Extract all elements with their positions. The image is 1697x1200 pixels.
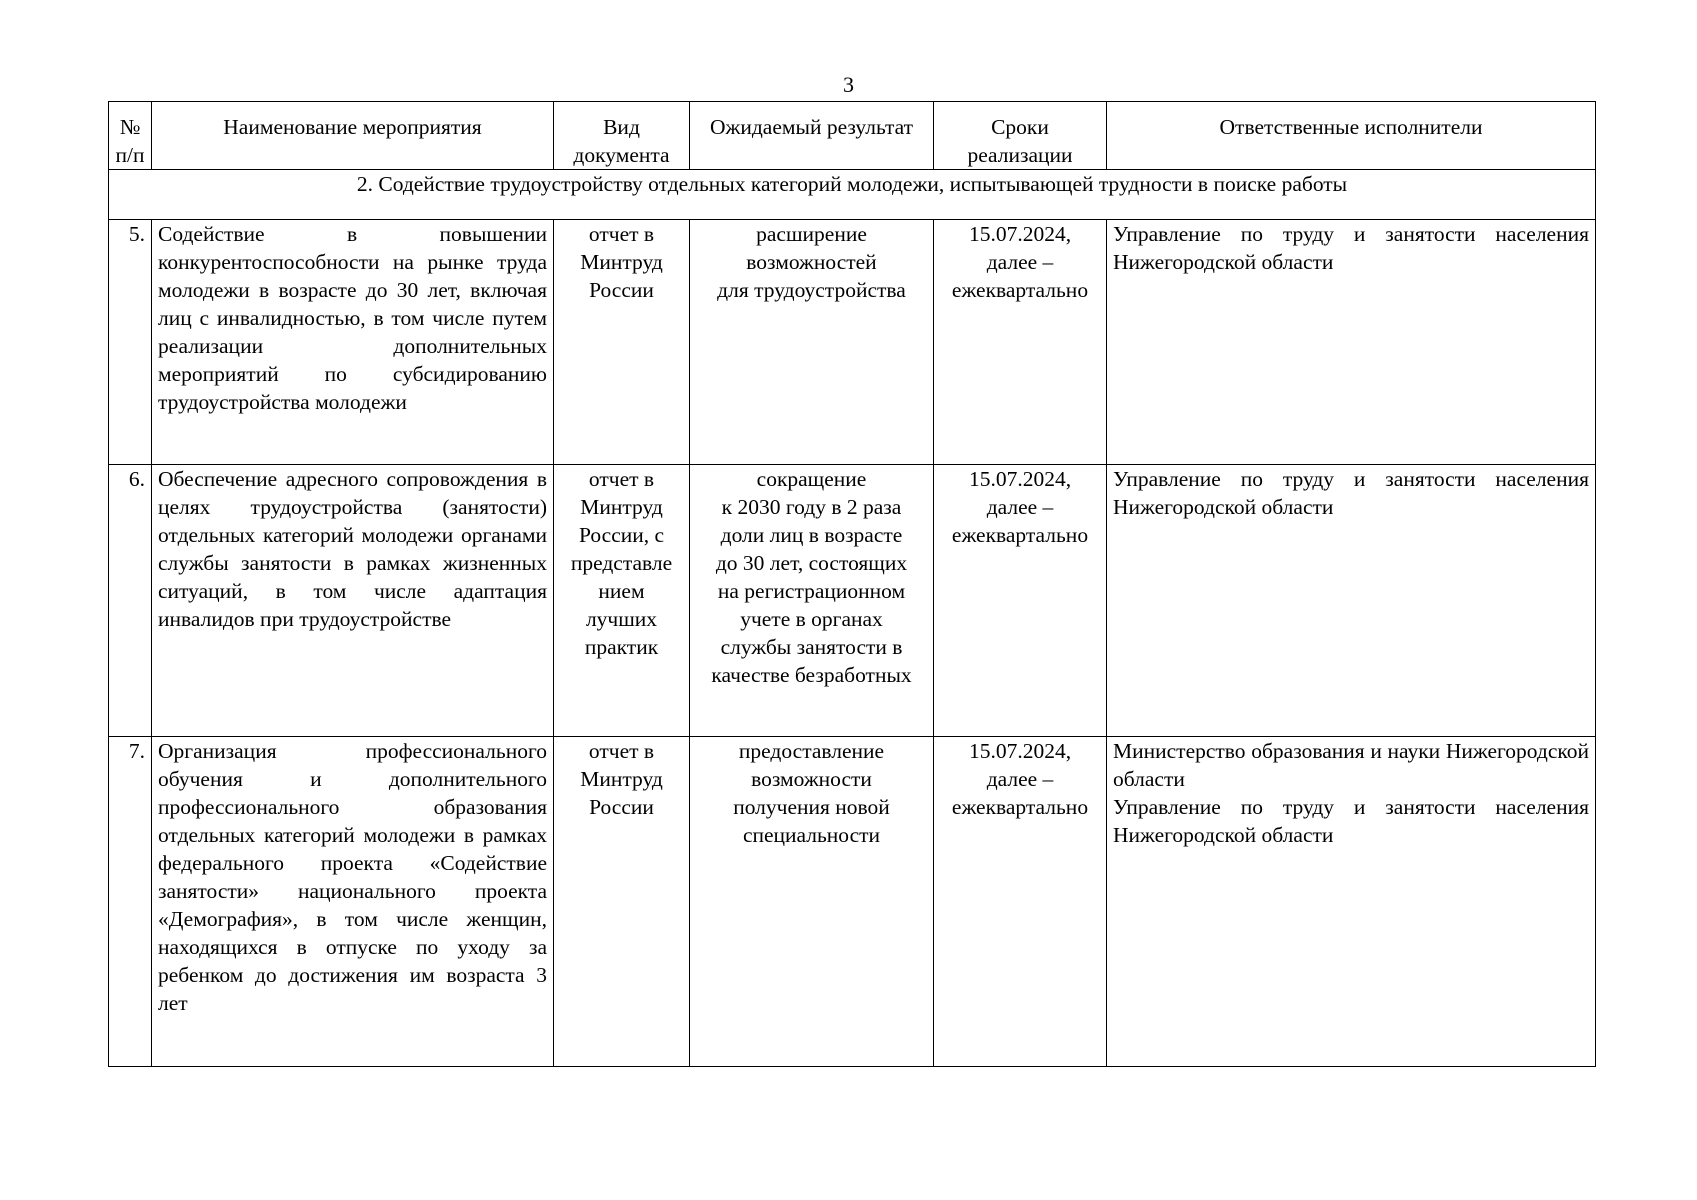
row-doc-type: отчет в Минтруд России xyxy=(554,220,690,465)
section-title: 2. Содействие трудоустройству отдельных категорий молодежи, испытывающей трудности в поиске работы xyxy=(109,170,1596,220)
row-num: 7. xyxy=(109,737,152,1067)
header-name: Наименование мероприятия xyxy=(152,102,554,170)
header-deadline: Сроки реализации xyxy=(934,102,1107,170)
row-num: 6. xyxy=(109,465,152,737)
row-result: расширение возможностей для трудоустройства xyxy=(690,220,934,465)
section-row xyxy=(109,170,1596,220)
row-name: Обеспечение адресного сопровождения в целях трудоустройства (занятости) отдельных категорий молодежи органами службы занятости в рамках жизненных ситуаций, в том числе адаптация инвалидов при трудоустройстве xyxy=(152,465,554,737)
row-responsible: Министерство образования и науки Нижегородской области Управление по труду и занятости населения Нижегородской области xyxy=(1107,737,1596,1067)
table-row xyxy=(109,465,1596,737)
row-result: предоставление возможности получения новой специальности xyxy=(690,737,934,1067)
row-doc-type: отчет в Минтруд России xyxy=(554,737,690,1067)
row-responsible: Управление по труду и занятости населения Нижегородской области xyxy=(1107,465,1596,737)
table-row xyxy=(109,737,1596,1067)
row-deadline: 15.07.2024, далее – ежеквартально xyxy=(934,737,1107,1067)
table-row xyxy=(109,220,1596,465)
page-number: 3 xyxy=(843,72,854,97)
action-plan-table xyxy=(108,101,1596,1067)
row-name: Организация профессионального обучения и дополнительного профессионального образования отдельных категорий молодежи в рамках федерального проекта «Содействие занятости» национального проекта «Демография», в том числе женщин, находящихся в отпуске по уходу за ребенком до достижения им возраста 3 лет xyxy=(152,737,554,1067)
row-responsible: Управление по труду и занятости населения Нижегородской области xyxy=(1107,220,1596,465)
row-result: сокращение к 2030 году в 2 раза доли лиц в возрасте до 30 лет, состоящих на регистрационном учете в органах службы занятости в качестве безработных xyxy=(690,465,934,737)
header-num: № п/п xyxy=(109,102,152,170)
header-responsible: Ответственные исполнители xyxy=(1107,102,1596,170)
header-result: Ожидаемый результат xyxy=(690,102,934,170)
row-name: Содействие в повышении конкурентоспособности на рынке труда молодежи в возрасте до 30 лет, включая лиц с инвалидностью, в том числе путем реализации дополнительных мероприятий по субсидированию трудоустройства молодежи xyxy=(152,220,554,465)
row-doc-type: отчет в Минтруд России, с представле нием лучших практик xyxy=(554,465,690,737)
row-deadline: 15.07.2024, далее – ежеквартально xyxy=(934,465,1107,737)
table-header-row xyxy=(109,102,1596,170)
header-doc-type: Вид документа xyxy=(554,102,690,170)
row-num: 5. xyxy=(109,220,152,465)
row-deadline: 15.07.2024, далее – ежеквартально xyxy=(934,220,1107,465)
